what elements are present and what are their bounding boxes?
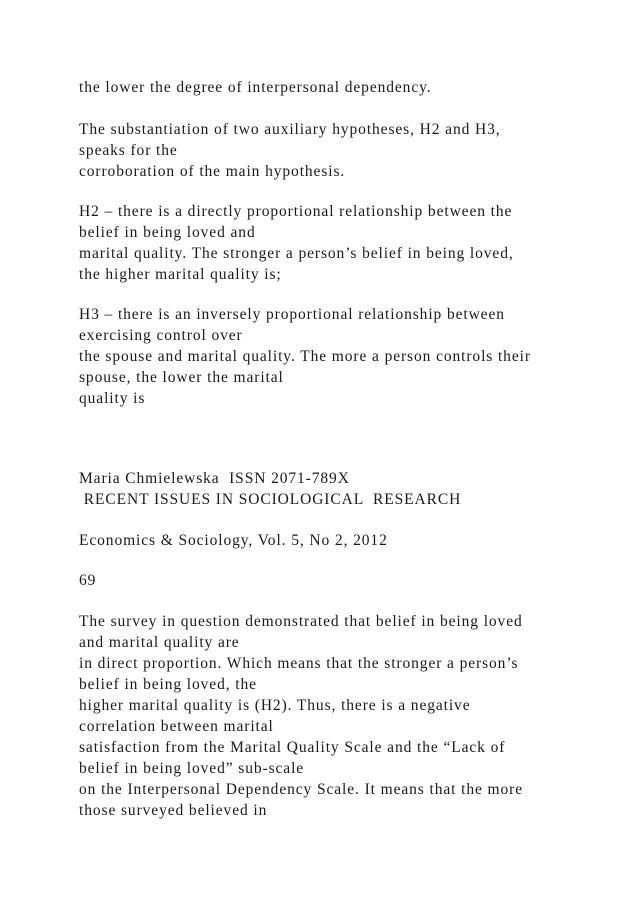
text-line: the spouse and marital quality. The more a person controls their [79, 348, 531, 365]
text-line: the higher marital quality is; [79, 266, 282, 283]
text-line: on the Interpersonal Dependency Scale. It means that the more [79, 781, 523, 798]
text-line: and marital quality are [79, 634, 240, 651]
text-line: belief in being loved” sub-scale [79, 760, 305, 777]
journal-section-line: RECENT ISSUES IN SOCIOLOGICAL RESEARCH [79, 491, 462, 508]
text-line: speaks for the [79, 142, 178, 159]
text-line: correlation between marital [79, 718, 274, 735]
text-line: The substantiation of two auxiliary hypotheses, H2 and H3, [79, 121, 501, 138]
text-line: satisfaction from the Marital Quality Scale and the “Lack of [79, 739, 506, 756]
text-line: quality is [79, 390, 146, 407]
text-line: corroboration of the main hypothesis. [79, 163, 346, 180]
text-line: H3 – there is an inversely proportional relationship between [79, 306, 505, 323]
journal-citation-line: Economics & Sociology, Vol. 5, No 2, 2012 [79, 532, 388, 549]
text-line: the lower the degree of interpersonal dependency. [79, 79, 432, 96]
text-line: in direct proportion. Which means that the stronger a person’s [79, 655, 519, 672]
text-line: those surveyed believed in [79, 802, 268, 819]
text-line: The survey in question demonstrated that belief in being loved [79, 613, 523, 630]
text-line: spouse, the lower the marital [79, 369, 284, 386]
page-number: 69 [79, 572, 97, 589]
text-line: belief in being loved and [79, 224, 256, 241]
text-line: belief in being loved, the [79, 676, 257, 693]
author-issn-line: Maria Chmielewska ISSN 2071-789X [79, 470, 350, 487]
text-line: H2 – there is a directly proportional relationship between the [79, 203, 513, 220]
text-line: marital quality. The stronger a person’s belief in being loved, [79, 245, 514, 262]
text-line: higher marital quality is (H2). Thus, there is a negative [79, 697, 471, 714]
text-line: exercising control over [79, 327, 243, 344]
